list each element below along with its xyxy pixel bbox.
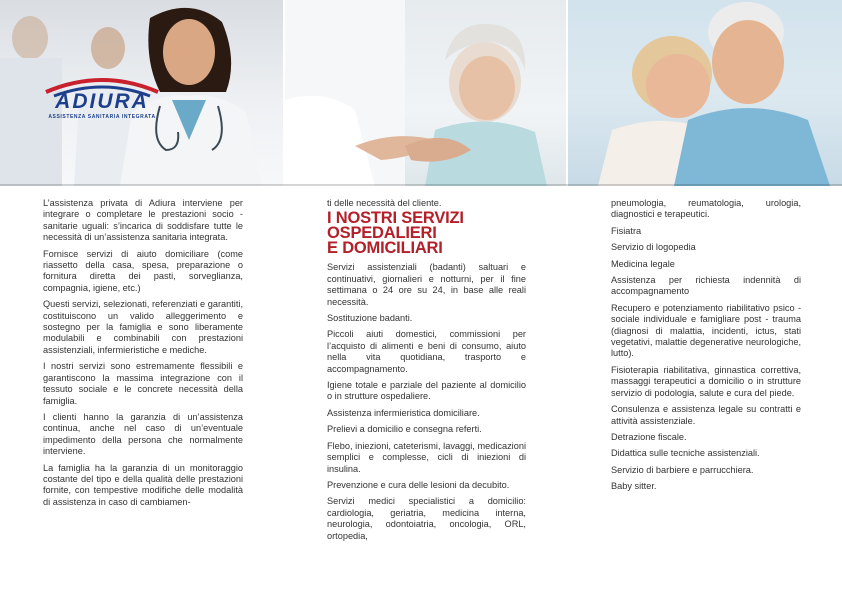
service-item: Servizio di logopedia (611, 242, 696, 253)
column-3 (611, 198, 801, 498)
service-item: Baby sitter. (611, 481, 657, 492)
service-item: Fisiatra (611, 225, 642, 236)
service-item: Servizi assistenziali (badanti) saltuari e continuativi, giornalieri e notturni, per il fine settimana o 24 ore su 24, in base alle reali necessità. (327, 262, 526, 307)
column-1 (43, 198, 243, 513)
service-item: Flebo, iniezioni, cateterismi, lavaggi, medicazioni semplici e complesse, cicli di iniezioni di insulina. (327, 440, 526, 474)
elderly-couple-illustration (568, 0, 842, 186)
service-item: Didattica sulle tecniche assistenziali. (611, 448, 760, 459)
photo-elderly-couple (568, 0, 842, 186)
col1-paragraph: La famiglia ha la garanzia di un monitoraggio costante del tipo e della qualità delle prestazioni fornite, con tempestive modifiche delle modalità di assistenza in caso di cambiamen- (43, 462, 243, 507)
photo-nurse-elderly-woman (285, 0, 566, 186)
services-heading (327, 211, 526, 256)
service-item: Prelievi a domicilio e consegna referti. (327, 424, 482, 435)
service-item: Servizio di barbiere e parrucchiera. (611, 464, 754, 475)
service-item: Fisioterapia riabilitativa, ginnastica correttiva, massaggi terapeutici a domicilio o in strutture servizio di podologia, salute e cura del piede. (611, 364, 801, 398)
service-item: Detrazione fiscale. (611, 431, 687, 442)
heading-line: I NOSTRI SERVIZI (327, 209, 464, 228)
nurse-elderly-woman-illustration (285, 0, 566, 186)
adiura-logo (40, 74, 164, 124)
service-item: Servizi medici specialistici a domicilio: cardiologia, geriatria, medicina interna, neurologia, odontoiatria, oncologia, ORL, ortopedia, (327, 496, 526, 541)
col1-paragraph: Questi servizi, selezionati, referenziati e garantiti, costituiscono un valido alleggerimento e sostegno per la famiglia e sono liberamente modulabili e combinabili con prestazioni assistenziali, infermieristiche e mediche. (43, 299, 243, 355)
photo-strip-shadow (0, 184, 842, 186)
service-item: Prevenzione e cura delle lesioni da decubito. (327, 479, 510, 490)
header-photo-strip (0, 0, 842, 186)
service-item: Sostituzione badanti. (327, 313, 413, 324)
col2-continuation: ti delle necessità del cliente. (327, 198, 442, 208)
service-item: pneumologia, reumatologia, urologia, diagnostici e terapeutici. (611, 198, 801, 220)
col1-paragraph: I clienti hanno la garanzia di un’assistenza continua, anche nel caso di un’eventuale impedimento della persona che normalmente interviene. (43, 411, 243, 457)
heading-line: E DOMICILIARI (327, 239, 443, 258)
service-item: Piccoli aiuti domestici, commissioni per l’acquisto di alimenti e beni di consumo, aiuto nella vita quotidiana, trasporto e accompagnamento. (327, 329, 526, 374)
col1-paragraph: Fornisce servizi di aiuto domiciliare (come riassetto della casa, spesa, preparazione o fornitura diretta dei pasti, sorveglianza, compagnia, igiene, etc.) (43, 248, 243, 293)
logo-tagline: ASSISTENZA SANITARIA INTEGRATA (48, 114, 156, 120)
service-item: Igiene totale e parziale del paziente al domicilio o in strutture ospedaliere. (327, 380, 526, 402)
logo-wordmark: ADIURA (55, 90, 149, 113)
heading-line: OSPEDALIERI (327, 224, 437, 243)
service-item: Assistenza infermieristica domiciliare. (327, 407, 480, 418)
column-2 (327, 198, 526, 547)
col1-paragraph: I nostri servizi sono estremamente flessibili e garantiscono la massima integrazione con il tessuto sociale e le concrete necessità della famiglia. (43, 361, 243, 406)
service-item: Consulenza e assistenza legale su contratti e attività assistenziale. (611, 404, 801, 426)
service-item: Recupero e potenziamento riabilitativo psico - sociale individuale e famigliare post - trauma (diagnosi di malattia, incidenti, ictus, stati vegetativi, malattie degenerative neurologiche, lutto). (611, 302, 801, 359)
col1-paragraph: L’assistenza privata di Adiura interviene per integrare o completare le prestazioni socio - sanitarie uguali: s’incarica di soddisfare tutte le necessità di un’assistenza sanitaria integrata. (43, 198, 243, 243)
service-item: Assistenza per richiesta indennità di accompagnamento (611, 275, 801, 297)
service-item: Medicina legale (611, 258, 675, 269)
